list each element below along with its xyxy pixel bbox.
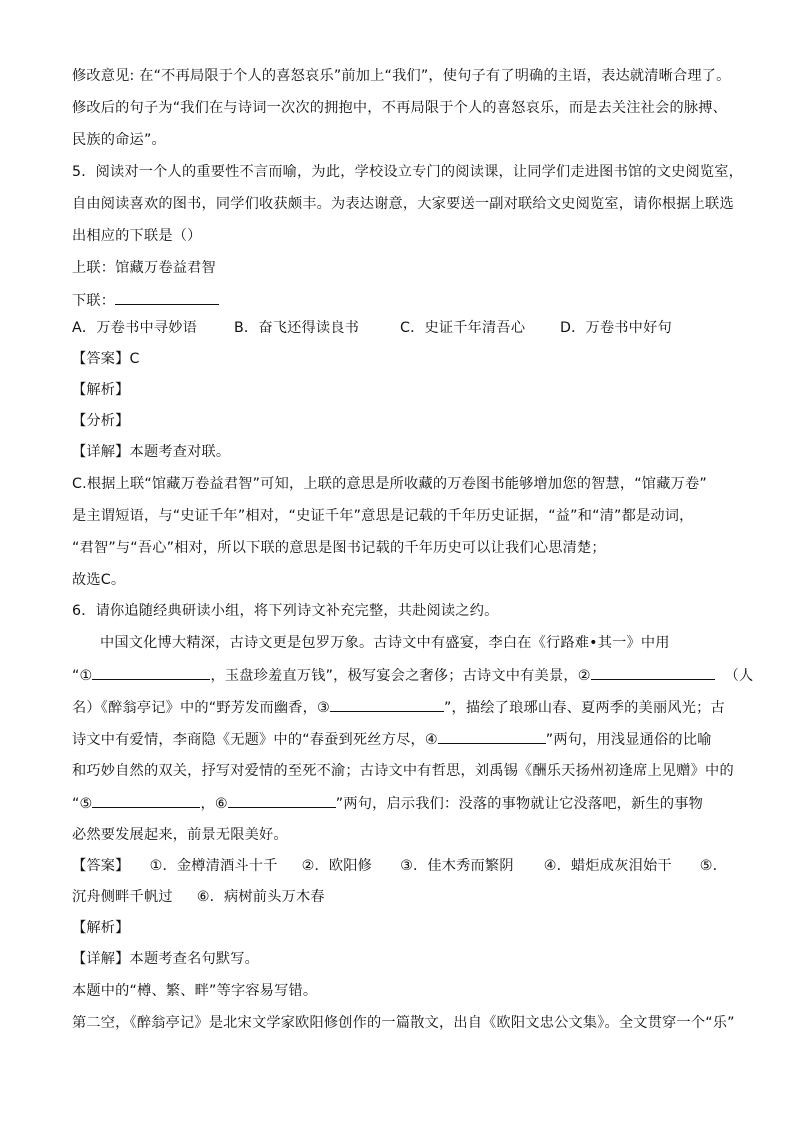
text-line: 本题中的“樽、繁、畔”等字容易写错。: [72, 983, 318, 999]
answer-item: ⑥．病树前头万木春: [196, 889, 325, 905]
text-segment: ，玉盘珍羞直万钱”，极写宴会之奢侈；古诗文中有美景，②: [210, 668, 591, 684]
fill-blank-1: [92, 665, 210, 680]
answer-6-cont: [72, 887, 325, 907]
analysis-5-heading: 【解析】: [72, 382, 130, 398]
answer-label: 【答案】: [72, 858, 130, 874]
text-line: 故选C。: [72, 572, 126, 588]
text-line: “君智”与“吾心”相对，所以下联的意思是图书记载的千年历史可以让我们心思清楚；: [72, 540, 606, 556]
answer-blank: [115, 290, 219, 305]
question-6-stem: 6．请你追随经典研读小组，将下列诗文补充完整，共赴阅读之约。: [72, 603, 499, 619]
answer-item: ③．佳木秀而繁阴: [400, 858, 514, 874]
text-segment: ”两句，启示我们：没落的事物就让它没落吧，新生的事物: [335, 796, 704, 812]
option-c: C．史证千年清吾心: [400, 320, 526, 336]
lower-couplet: [72, 290, 219, 311]
text-line: 第二空，《醉翁亭记》是北宋文学家欧阳修创作的一篇散文，出自《欧阳文忠公文集》。全文贯穿一个“乐”: [72, 1015, 735, 1031]
text-segment: （人: [724, 668, 754, 684]
answer-6: [72, 856, 727, 876]
fill-blank-4: [438, 729, 546, 744]
upper-couplet: 上联：馆藏万卷益君智: [72, 260, 216, 276]
text-line: 修改后的句子为“我们在与诗词一次次的拥抱中，不再局限于个人的喜怒哀乐，而是去关注社会的脉搏、: [72, 100, 727, 116]
answer-item: 沉舟侧畔千帆过: [72, 889, 173, 905]
option-b: B．奋飞还得读良书: [234, 320, 360, 336]
fill-blank-5: [92, 793, 200, 808]
text-line: 必然要发展起来，前景无限美好。: [72, 827, 288, 843]
detail-5: 【详解】本题考查对联。: [72, 444, 231, 460]
detail-6: 【详解】本题考查名句默写。: [72, 951, 260, 967]
text-segment: 名）《醉翁亭记》中的“野芳发而幽香，③: [72, 700, 330, 716]
fill-line: [72, 665, 753, 686]
blank-number: “①: [72, 668, 93, 684]
text-segment: ”两句，用浅显通俗的比喻: [545, 732, 712, 748]
answer-item: ④．蜡炬成灰泪始干: [543, 858, 672, 874]
fill-line: [72, 697, 725, 718]
text-line: C.根据上联“馆藏万卷益君智”可知，上联的意思是所收藏的万卷图书能够增加您的智慧，“馆藏万卷”: [72, 476, 707, 492]
text-segment: ”，描绘了琅琊山春、夏两季的美丽风光；古: [443, 700, 725, 716]
text-line: 修改意见: 在“不再局限于个人的喜怒哀乐”前加上“我们”，使句子有了明确的主语，表达就清晰合理了。: [72, 68, 731, 84]
text-line: 出相应的下联是（）: [72, 228, 202, 244]
fill-blank-6: [228, 793, 336, 808]
answer-5: 【答案】C: [72, 351, 140, 367]
blank-number: “⑤: [72, 796, 93, 812]
blank-number: ，⑥: [200, 796, 228, 812]
fill-line: [72, 793, 703, 814]
fill-line: [72, 729, 712, 750]
text-line: 民族的命运”。: [72, 132, 166, 148]
option-d: D．万卷书中好句: [560, 320, 672, 336]
option-a: A．万卷书中寻妙语: [72, 320, 198, 336]
text-line: 中国文化博大精深，古诗文更是包罗万象。古诗文中有盛宴，李白在《行路难•其一》中用: [100, 635, 670, 651]
answer-item: ⑤．: [699, 858, 728, 874]
options-row: [72, 318, 672, 338]
answer-item: ②．欧阳修: [301, 858, 373, 874]
fill-blank-3: [330, 697, 444, 712]
text-segment: 诗文中有爱情，李商隐《无题》中的“春蚕到死丝方尽，④: [72, 732, 438, 748]
analysis-5-sub: 【分析】: [72, 413, 130, 429]
text-line: 和巧妙自然的双关，抒写对爱情的至死不渝；古诗文中有哲思，刘禹锡《酬乐天扬州初逢席上见赠》中的: [72, 763, 734, 779]
analysis-6-heading: 【解析】: [72, 920, 130, 936]
lower-couplet-label: 下联：: [72, 293, 116, 309]
fill-blank-2: [591, 665, 715, 680]
answer-item: ①．金樽清酒斗十千: [149, 858, 278, 874]
text-line: 自由阅读喜欢的图书，同学们收获颇丰。为表达谢意，大家要送一副对联给文史阅览室，请你根据上联选: [72, 196, 734, 212]
question-5-stem: 5．阅读对一个人的重要性不言而喻，为此，学校设立专门的阅读课，让同学们走进图书馆的文史阅览室，: [72, 164, 744, 180]
text-line: 是主谓短语，与“史证千年”相对，“史证千年”意思是记载的千年历史证据，“益”和“清”都是动词，: [72, 508, 694, 524]
